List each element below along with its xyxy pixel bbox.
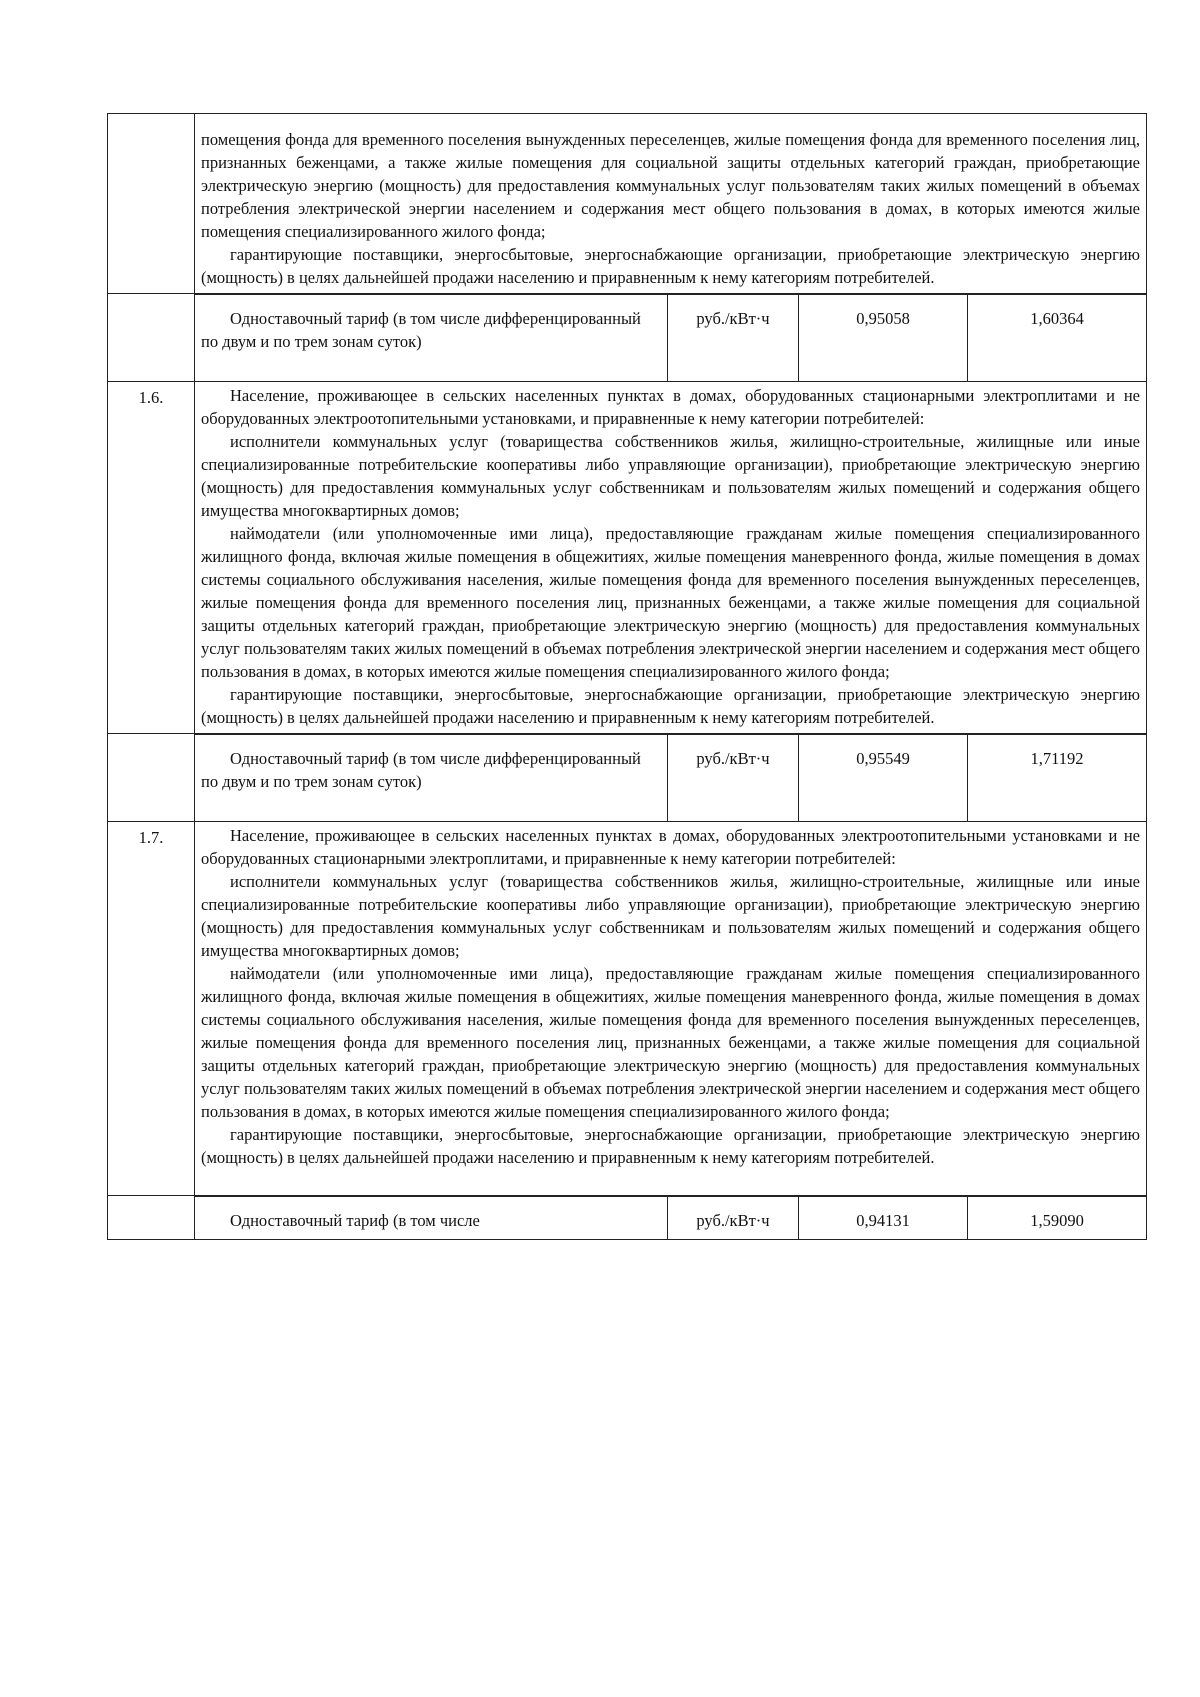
table-row bbox=[108, 114, 1147, 294]
paragraph: наймодатели (или уполномоченные ими лица), предоставляющие гражданам жилые помещения специализированного жилищного фонда, включая жилые помещения в общежитиях, жилые помещения маневренного фонда, жилые помещения в домах системы социального обслуживания населения, жилые помещения фонда для временного поселения вынужденных переселенцев, жилые помещения фонда для временного поселения лиц, признанных беженцами, а также жилые помещения для социальной защиты отдельных категорий граждан, приобретающие электрическую энергию (мощность) для предоставления коммунальных услуг пользователям таких жилых помещений в объемах потребления электрической энергии населением и содержания мест общего пользования в домах, в которых имеются жилые помещения специализированного жилого фонда; bbox=[201, 524, 1140, 681]
row-number bbox=[108, 114, 195, 294]
row-description bbox=[195, 822, 1147, 1196]
tariff-row bbox=[108, 294, 1147, 382]
tariff-label: Одноставочный тариф (в том числе bbox=[195, 1197, 668, 1240]
table-row bbox=[108, 822, 1147, 1196]
tariff-row bbox=[108, 734, 1147, 822]
paragraph: гарантирующие поставщики, энергосбытовые, энергоснабжающие организации, приобретающие электрическую энергию (мощность) в целях дальнейшей продажи населению и приравненным к нему категориям потребителей. bbox=[201, 245, 1140, 287]
paragraph: наймодатели (или уполномоченные ими лица), предоставляющие гражданам жилые помещения специализированного жилищного фонда, включая жилые помещения в общежитиях, жилые помещения маневренного фонда, жилые помещения в домах системы социального обслуживания населения, жилые помещения фонда для временного поселения вынужденных переселенцев, жилые помещения фонда для временного поселения лиц, признанных беженцами, а также жилые помещения для социальной защиты отдельных категорий граждан, приобретающие электрическую энергию (мощность) для предоставления коммунальных услуг пользователям таких жилых помещений в объемах потребления электрической энергии населением и содержания мест общего пользования в домах, в которых имеются жилые помещения специализированного жилого фонда; bbox=[201, 964, 1140, 1121]
table-row bbox=[108, 382, 1147, 734]
tariff-value-2: 1,71192 bbox=[968, 735, 1147, 822]
paragraph: исполнители коммунальных услуг (товарищества собственников жилья, жилищно-строительные, жилищные или иные специализированные потребительские кооперативы либо управляющие организации), приобретающие электрическую энергию (мощность) для предоставления коммунальных услуг собственникам и пользователям жилых помещений и содержания общего имущества многоквартирных домов; bbox=[201, 872, 1140, 960]
row-number: 1.6. bbox=[108, 382, 195, 734]
tariff-value-1: 0,95058 bbox=[799, 295, 968, 382]
paragraph: исполнители коммунальных услуг (товарищества собственников жилья, жилищно-строительные, жилищные или иные специализированные потребительские кооперативы либо управляющие организации), приобретающие электрическую энергию (мощность) для предоставления коммунальных услуг собственникам и пользователям жилых помещений и содержания общего имущества многоквартирных домов; bbox=[201, 432, 1140, 520]
row-number: 1.7. bbox=[108, 822, 195, 1196]
tariff-table bbox=[107, 113, 1147, 1240]
paragraph: гарантирующие поставщики, энергосбытовые, энергоснабжающие организации, приобретающие электрическую энергию (мощность) в целях дальнейшей продажи населению и приравненным к нему категориям потребителей. bbox=[201, 685, 1140, 727]
tariff-label: Одноставочный тариф (в том числе дифференцированный по двум и по трем зонам суток) bbox=[195, 295, 668, 382]
tariff-unit: руб./кВт·ч bbox=[668, 295, 799, 382]
tariff-row bbox=[108, 1196, 1147, 1240]
paragraph: помещения фонда для временного поселения вынужденных переселенцев, жилые помещения фонда для временного поселения лиц, признанных беженцами, а также жилые помещения для социальной защиты отдельных категорий граждан, приобретающие электрическую энергию (мощность) для предоставления коммунальных услуг пользователям таких жилых помещений в объемах потребления электрической энергии населением и содержания мест общего пользования в домах, в которых имеются жилые помещения специализированного жилого фонда; bbox=[201, 130, 1140, 241]
row-description bbox=[195, 382, 1147, 734]
row-description bbox=[195, 114, 1147, 294]
tariff-unit: руб./кВт·ч bbox=[668, 1197, 799, 1240]
tariff-label: Одноставочный тариф (в том числе дифференцированный по двум и по трем зонам суток) bbox=[195, 735, 668, 822]
paragraph: гарантирующие поставщики, энергосбытовые, энергоснабжающие организации, приобретающие электрическую энергию (мощность) в целях дальнейшей продажи населению и приравненным к нему категориям потребителей. bbox=[201, 1125, 1140, 1167]
tariff-unit: руб./кВт·ч bbox=[668, 735, 799, 822]
paragraph: Население, проживающее в сельских населенных пунктах в домах, оборудованных стационарными электроплитами и не оборудованных электроотопительными установками, и приравненные к нему категории потребителей: bbox=[201, 386, 1140, 428]
tariff-value-1: 0,94131 bbox=[799, 1197, 968, 1240]
tariff-value-2: 1,59090 bbox=[968, 1197, 1147, 1240]
paragraph: Население, проживающее в сельских населенных пунктах в домах, оборудованных электроотопительными установками и не оборудованных стационарными электроплитами, и приравненные к нему категории потребителей: bbox=[201, 826, 1140, 868]
document-page bbox=[107, 113, 1147, 1240]
tariff-value-2: 1,60364 bbox=[968, 295, 1147, 382]
tariff-value-1: 0,95549 bbox=[799, 735, 968, 822]
